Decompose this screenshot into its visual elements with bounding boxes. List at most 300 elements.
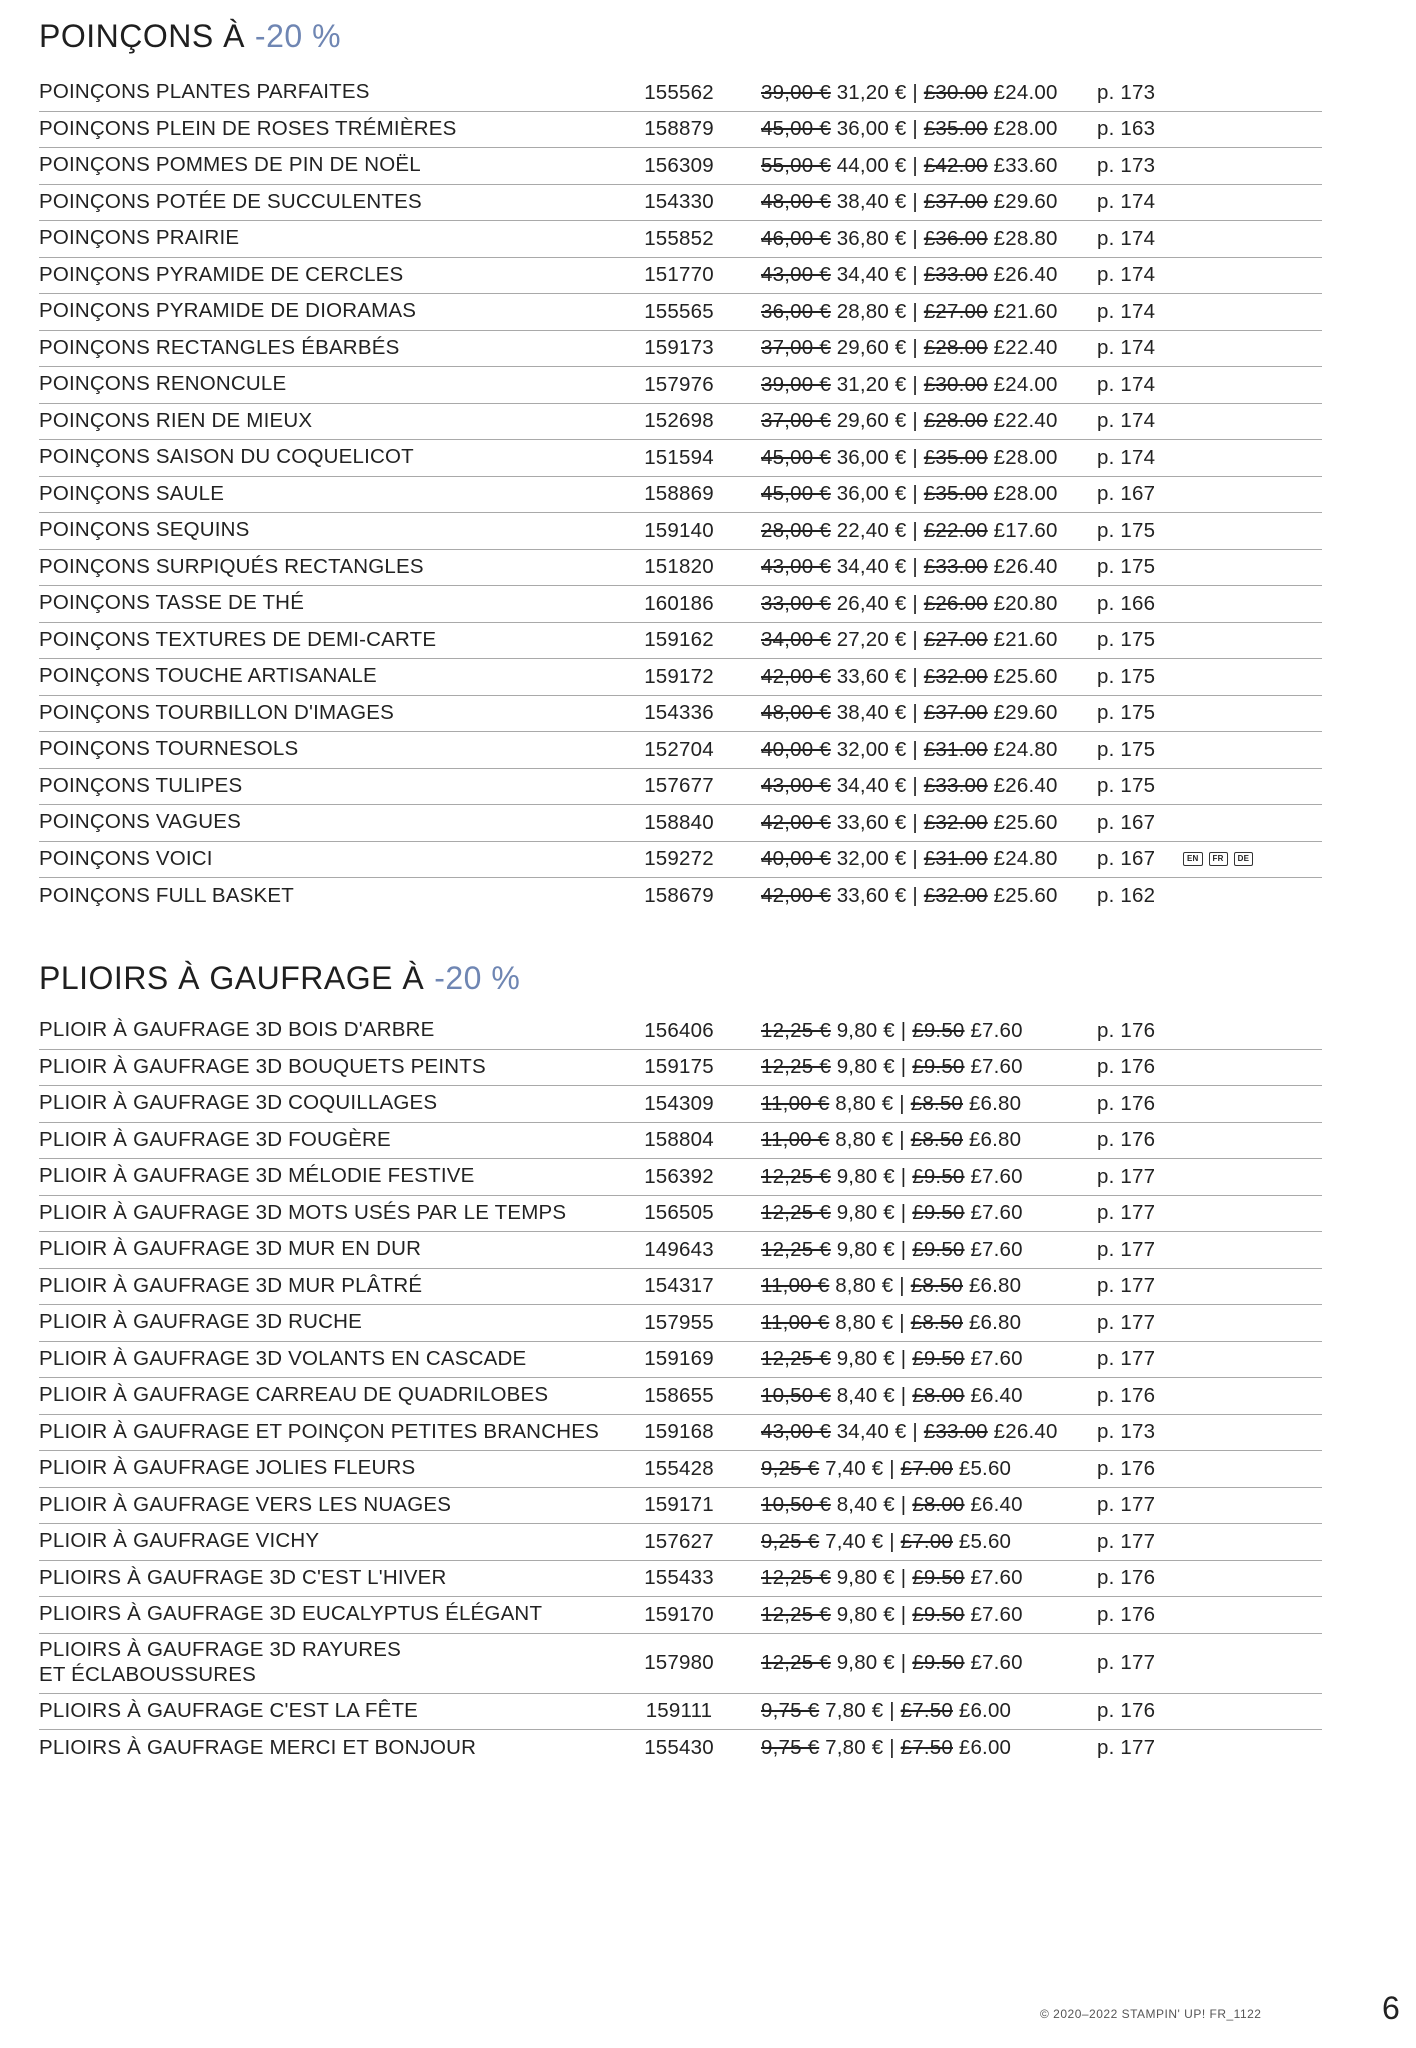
old-price-gbp: £35.00 — [923, 445, 988, 469]
product-code: 157955 — [644, 1310, 714, 1334]
table-row — [39, 112, 1322, 149]
price-cell: 45,00 € 36,00 € | £35.00 £28.00 — [761, 482, 1058, 506]
new-price-gbp: £7.60 — [970, 1566, 1023, 1590]
new-price-eur: 31,20 € — [836, 80, 907, 104]
old-price-gbp: £28.00 — [923, 336, 988, 360]
old-price-eur: 11,00 € — [761, 1310, 830, 1334]
old-price-eur: 43,00 € — [761, 263, 831, 287]
old-price-eur: 42,00 € — [761, 884, 831, 908]
old-price-gbp: £8.50 — [910, 1310, 964, 1334]
price-cell: 42,00 € 33,60 € | £32.00 £25.60 — [761, 664, 1058, 688]
old-price-gbp: £33.00 — [923, 555, 988, 579]
new-price-gbp: £28.00 — [993, 445, 1058, 469]
new-price-eur: 9,80 € — [836, 1201, 895, 1225]
catalog-page-ref: p. 176 — [1097, 1383, 1156, 1407]
table-row — [39, 440, 1322, 477]
table-row — [39, 1561, 1322, 1598]
product-name: POINÇONS TOURNESOLS — [39, 737, 299, 761]
product-name: POINÇONS PLANTES PARFAITES — [39, 80, 370, 104]
new-price-eur: 36,00 € — [836, 482, 907, 506]
product-name: POINÇONS RENONCULE — [39, 372, 287, 396]
new-price-gbp: £21.60 — [993, 299, 1058, 323]
old-price-eur: 55,00 € — [761, 153, 831, 177]
old-price-eur: 45,00 € — [761, 117, 831, 141]
product-code: 159171 — [644, 1493, 714, 1517]
discount-label: -20 % — [254, 18, 342, 54]
table-row — [39, 404, 1322, 441]
old-price-eur: 40,00 € — [761, 847, 831, 871]
table-row — [39, 1232, 1322, 1269]
product-name: PLIOIRS À GAUFRAGE MERCI ET BONJOUR — [39, 1735, 477, 1759]
product-name: PLIOIRS À GAUFRAGE 3D RAYURES ET ÉCLABOUSSURES — [39, 1638, 401, 1686]
old-price-eur: 39,00 € — [761, 372, 831, 396]
catalog-page-ref: p. 174 — [1097, 190, 1156, 214]
catalog-page-ref: p. 176 — [1097, 1128, 1156, 1152]
catalog-page-ref: p. 174 — [1097, 299, 1156, 323]
old-price-eur: 42,00 € — [761, 810, 831, 834]
catalog-page-ref: p. 167 — [1097, 847, 1156, 871]
new-price-gbp: £21.60 — [993, 628, 1058, 652]
table-row — [39, 623, 1322, 660]
price-cell: 40,00 € 32,00 € | £31.00 £24.80 — [761, 847, 1058, 871]
old-price-eur: 12,25 € — [761, 1237, 831, 1261]
catalog-page-ref: p. 175 — [1097, 664, 1156, 688]
product-code: 152704 — [644, 737, 714, 761]
new-price-eur: 28,80 € — [836, 299, 907, 323]
product-name: POINÇONS TASSE DE THÉ — [39, 591, 305, 615]
product-code: 157976 — [644, 372, 714, 396]
new-price-eur: 9,80 € — [836, 1566, 895, 1590]
price-cell: 39,00 € 31,20 € | £30.00 £24.00 — [761, 372, 1058, 396]
catalog-page-ref: p. 162 — [1097, 884, 1156, 908]
catalog-page-ref: p. 174 — [1097, 445, 1156, 469]
table-row — [39, 1050, 1322, 1087]
table-row — [39, 185, 1322, 222]
old-price-gbp: £31.00 — [923, 847, 988, 871]
price-cell: 46,00 € 36,80 € | £36.00 £28.80 — [761, 226, 1058, 250]
price-cell: 11,00 € 8,80 € | £8.50 £6.80 — [761, 1091, 1022, 1115]
product-name: POINÇONS POMMES DE PIN DE NOËL — [39, 153, 421, 177]
price-cell: 45,00 € 36,00 € | £35.00 £28.00 — [761, 445, 1058, 469]
product-table-plioirs — [39, 1013, 1322, 1767]
price-cell: 12,25 € 9,80 € | £9.50 £7.60 — [761, 1602, 1023, 1626]
table-row — [39, 586, 1322, 623]
product-name: PLIOIRS À GAUFRAGE C'EST LA FÊTE — [39, 1698, 419, 1722]
old-price-eur: 42,00 € — [761, 664, 831, 688]
new-price-eur: 8,80 € — [835, 1310, 894, 1334]
old-price-eur: 28,00 € — [761, 518, 831, 542]
new-price-eur: 33,60 € — [836, 884, 907, 908]
table-row — [39, 769, 1322, 806]
new-price-gbp: £24.00 — [993, 80, 1058, 104]
new-price-gbp: £26.40 — [993, 774, 1058, 798]
old-price-eur: 9,25 € — [761, 1456, 820, 1480]
old-price-gbp: £9.50 — [912, 1566, 965, 1590]
new-price-gbp: £7.60 — [970, 1237, 1023, 1261]
old-price-eur: 37,00 € — [761, 409, 831, 433]
new-price-eur: 7,80 € — [825, 1699, 884, 1723]
catalog-page-ref: p. 175 — [1097, 518, 1156, 542]
old-price-eur: 9,75 € — [761, 1736, 820, 1760]
old-price-gbp: £37.00 — [923, 190, 988, 214]
product-code: 157627 — [644, 1529, 714, 1553]
old-price-gbp: £8.00 — [912, 1493, 965, 1517]
price-cell: 45,00 € 36,00 € | £35.00 £28.00 — [761, 117, 1058, 141]
catalog-page-ref: p. 176 — [1097, 1456, 1156, 1480]
product-name: POINÇONS PLEIN DE ROSES TRÉMIÈRES — [39, 116, 457, 140]
catalog-page-ref: p. 177 — [1097, 1201, 1156, 1225]
table-row — [39, 1488, 1322, 1525]
product-name: POINÇONS TULIPES — [39, 773, 243, 797]
product-code: 154336 — [644, 701, 714, 725]
old-price-eur: 12,25 € — [761, 1651, 831, 1674]
new-price-eur: 34,40 € — [836, 774, 907, 798]
catalog-page-ref: p. 174 — [1097, 372, 1156, 396]
product-name: PLIOIR À GAUFRAGE VERS LES NUAGES — [39, 1492, 452, 1516]
new-price-eur: 34,40 € — [836, 555, 907, 579]
product-name: POINÇONS SEQUINS — [39, 518, 250, 542]
product-name: POINÇONS VOICI — [39, 846, 213, 870]
product-code: 159170 — [644, 1602, 714, 1626]
new-price-gbp: £26.40 — [993, 555, 1058, 579]
product-name: POINÇONS SURPIQUÉS RECTANGLES — [39, 554, 424, 578]
old-price-eur: 45,00 € — [761, 482, 831, 506]
price-cell: 12,25 € 9,80 € | £9.50 £7.60 — [761, 1201, 1023, 1225]
product-name: PLIOIR À GAUFRAGE 3D BOUQUETS PEINTS — [39, 1054, 486, 1078]
new-price-eur: 9,80 € — [836, 1347, 895, 1371]
old-price-gbp: £8.50 — [910, 1274, 964, 1298]
price-cell: 12,25 € 9,80 € | £9.50 £7.60 — [761, 1651, 1023, 1674]
new-price-eur: 9,80 € — [836, 1651, 895, 1674]
table-row — [39, 258, 1322, 295]
new-price-eur: 38,40 € — [836, 701, 907, 725]
product-code: 155852 — [644, 226, 714, 250]
new-price-eur: 8,40 € — [836, 1383, 895, 1407]
old-price-eur: 36,00 € — [761, 299, 831, 323]
old-price-gbp: £22.00 — [923, 518, 988, 542]
new-price-eur: 29,60 € — [836, 409, 907, 433]
new-price-gbp: £17.60 — [993, 518, 1058, 542]
old-price-gbp: £27.00 — [923, 628, 988, 652]
price-cell: 37,00 € 29,60 € | £28.00 £22.40 — [761, 336, 1058, 360]
old-price-gbp: £8.50 — [910, 1091, 964, 1115]
new-price-eur: 8,40 € — [836, 1493, 895, 1517]
product-name: POINÇONS RECTANGLES ÉBARBÉS — [39, 335, 400, 359]
new-price-gbp: £25.60 — [993, 664, 1058, 688]
product-name: POINÇONS PYRAMIDE DE DIORAMAS — [39, 299, 417, 323]
old-price-gbp: £9.50 — [912, 1055, 965, 1079]
table-row — [39, 1378, 1322, 1415]
old-price-gbp: £9.50 — [912, 1201, 965, 1225]
product-name: PLIOIRS À GAUFRAGE 3D EUCALYPTUS ÉLÉGANT — [39, 1602, 543, 1626]
table-row — [39, 842, 1322, 879]
new-price-eur: 7,40 € — [825, 1529, 884, 1553]
table-row — [39, 1730, 1322, 1767]
product-code: 158879 — [644, 117, 714, 141]
new-price-eur: 32,00 € — [836, 847, 907, 871]
catalog-page-ref: p. 175 — [1097, 774, 1156, 798]
discount-label: -20 % — [434, 960, 521, 996]
product-code: 151770 — [644, 263, 714, 287]
new-price-gbp: £7.60 — [970, 1055, 1023, 1079]
product-code: 160186 — [644, 591, 714, 615]
table-row — [39, 696, 1322, 733]
product-code: 152698 — [644, 409, 714, 433]
table-row — [39, 1415, 1322, 1452]
new-price-eur: 9,80 € — [836, 1237, 895, 1261]
price-cell: 12,25 € 9,80 € | £9.50 £7.60 — [761, 1164, 1023, 1188]
product-name: PLIOIR À GAUFRAGE 3D FOUGÈRE — [39, 1127, 391, 1151]
language-flags — [1183, 852, 1253, 866]
price-cell: 28,00 € 22,40 € | £22.00 £17.60 — [761, 518, 1058, 542]
new-price-eur: 38,40 € — [836, 190, 907, 214]
catalog-page-ref: p. 177 — [1097, 1529, 1156, 1553]
price-cell: 11,00 € 8,80 € | £8.50 £6.80 — [761, 1274, 1022, 1298]
new-price-gbp: £26.40 — [993, 1420, 1058, 1444]
price-cell: 43,00 € 34,40 € | £33.00 £26.40 — [761, 555, 1058, 579]
product-code: 156406 — [644, 1018, 714, 1042]
catalog-page-ref: p. 167 — [1097, 482, 1156, 506]
new-price-eur: 34,40 € — [836, 263, 907, 287]
new-price-gbp: £7.60 — [970, 1347, 1023, 1371]
product-code: 158679 — [644, 884, 714, 908]
new-price-eur: 36,80 € — [836, 226, 907, 250]
price-cell: 9,75 € 7,80 € | £7.50 £6.00 — [761, 1736, 1012, 1760]
table-row — [39, 805, 1322, 842]
old-price-eur: 9,75 € — [761, 1699, 820, 1723]
section-title-poincons — [39, 18, 341, 55]
new-price-eur: 36,00 € — [836, 445, 907, 469]
product-name: PLIOIR À GAUFRAGE VICHY — [39, 1529, 320, 1553]
table-row — [39, 1013, 1322, 1050]
product-name: PLIOIR À GAUFRAGE CARREAU DE QUADRILOBES — [39, 1383, 549, 1407]
new-price-eur: 8,80 € — [835, 1274, 894, 1298]
table-row — [39, 1159, 1322, 1196]
new-price-eur: 29,60 € — [836, 336, 907, 360]
old-price-eur: 12,25 € — [761, 1164, 831, 1188]
copyright-footer: © 2020–2022 STAMPIN' UP! FR_1122 — [1040, 2007, 1262, 2021]
old-price-eur: 40,00 € — [761, 737, 831, 761]
table-row — [39, 1123, 1322, 1160]
table-row — [39, 294, 1322, 331]
old-price-gbp: £7.00 — [900, 1456, 953, 1480]
product-code: 158840 — [644, 810, 714, 834]
catalog-page-ref: p. 177 — [1097, 1310, 1156, 1334]
old-price-eur: 46,00 € — [761, 226, 831, 250]
old-price-eur: 33,00 € — [761, 591, 831, 615]
product-code: 159272 — [644, 847, 714, 871]
price-cell: 33,00 € 26,40 € | £26.00 £20.80 — [761, 591, 1058, 615]
catalog-page-ref: p. 175 — [1097, 628, 1156, 652]
price-cell: 9,75 € 7,80 € | £7.50 £6.00 — [761, 1699, 1012, 1723]
product-code: 151594 — [644, 445, 714, 469]
catalog-page-ref: p. 166 — [1097, 591, 1156, 615]
old-price-gbp: £35.00 — [923, 482, 988, 506]
new-price-eur: 9,80 € — [836, 1602, 895, 1626]
old-price-eur: 43,00 € — [761, 1420, 831, 1444]
old-price-gbp: £36.00 — [923, 226, 988, 250]
price-cell: 55,00 € 44,00 € | £42.00 £33.60 — [761, 153, 1058, 177]
old-price-gbp: £33.00 — [923, 263, 988, 287]
product-name: PLIOIR À GAUFRAGE ET POINÇON PETITES BRANCHES — [39, 1419, 599, 1443]
old-price-eur: 11,00 € — [761, 1091, 830, 1115]
price-cell: 9,25 € 7,40 € | £7.00 £5.60 — [761, 1529, 1012, 1553]
catalog-page-ref: p. 176 — [1097, 1602, 1156, 1626]
new-price-eur: 33,60 € — [836, 810, 907, 834]
new-price-gbp: £7.60 — [970, 1201, 1023, 1225]
old-price-eur: 48,00 € — [761, 190, 831, 214]
old-price-gbp: £9.50 — [912, 1347, 965, 1371]
product-name: POINÇONS TOURBILLON D'IMAGES — [39, 700, 395, 724]
price-cell: 10,50 € 8,40 € | £8.00 £6.40 — [761, 1493, 1023, 1517]
product-code: 159169 — [644, 1347, 714, 1371]
table-row — [39, 1086, 1322, 1123]
old-price-gbp: £42.00 — [923, 153, 988, 177]
new-price-gbp: £6.00 — [958, 1736, 1012, 1760]
old-price-eur: 12,25 € — [761, 1018, 831, 1042]
catalog-page-ref: p. 167 — [1097, 810, 1156, 834]
old-price-eur: 12,25 € — [761, 1201, 831, 1225]
catalog-page-ref: p. 176 — [1097, 1699, 1156, 1723]
table-row — [39, 367, 1322, 404]
product-name: PLIOIR À GAUFRAGE 3D MUR PLÂTRÉ — [39, 1273, 423, 1297]
table-row — [39, 659, 1322, 696]
product-code: 155562 — [644, 80, 714, 104]
product-code: 154309 — [644, 1091, 714, 1115]
product-code: 151820 — [644, 555, 714, 579]
price-cell: 36,00 € 28,80 € | £27.00 £21.60 — [761, 299, 1058, 323]
old-price-eur: 12,25 € — [761, 1602, 831, 1626]
price-cell: 43,00 € 34,40 € | £33.00 £26.40 — [761, 1420, 1058, 1444]
old-price-gbp: £26.00 — [923, 591, 988, 615]
new-price-eur: 8,80 € — [835, 1128, 894, 1152]
product-name: PLIOIR À GAUFRAGE 3D RUCHE — [39, 1310, 363, 1334]
table-row — [39, 75, 1322, 112]
product-name: POINÇONS SAISON DU COQUELICOT — [39, 445, 414, 469]
product-code: 159111 — [645, 1699, 713, 1723]
product-name: POINÇONS TEXTURES DE DEMI-CARTE — [39, 627, 437, 651]
new-price-eur: 8,80 € — [835, 1091, 894, 1115]
new-price-gbp: £28.00 — [993, 482, 1058, 506]
new-price-eur: 7,40 € — [825, 1456, 884, 1480]
language-badge: FR — [1209, 852, 1228, 866]
old-price-gbp: £27.00 — [923, 299, 988, 323]
new-price-eur: 36,00 € — [836, 117, 907, 141]
product-name: POINÇONS SAULE — [39, 481, 225, 505]
table-row — [39, 732, 1322, 769]
catalog-page-ref: p. 175 — [1097, 555, 1156, 579]
table-row — [39, 1524, 1322, 1561]
catalog-page-ref: p. 175 — [1097, 737, 1156, 761]
old-price-gbp: £30.00 — [923, 372, 988, 396]
product-name: POINÇONS PRAIRIE — [39, 226, 240, 250]
old-price-gbp: £7.50 — [900, 1699, 953, 1723]
old-price-eur: 37,00 € — [761, 336, 831, 360]
product-code: 155433 — [644, 1566, 714, 1590]
old-price-gbp: £33.00 — [923, 1420, 988, 1444]
product-code: 149643 — [644, 1237, 714, 1261]
catalog-page-ref: p. 177 — [1097, 1274, 1156, 1298]
new-price-gbp: £22.40 — [993, 409, 1058, 433]
catalog-page-ref: p. 174 — [1097, 336, 1156, 360]
table-row — [39, 1634, 1322, 1694]
new-price-gbp: £5.60 — [958, 1529, 1012, 1553]
new-price-gbp: £7.60 — [970, 1164, 1023, 1188]
product-code: 156392 — [644, 1164, 714, 1188]
catalog-page-ref: p. 174 — [1097, 263, 1156, 287]
product-code: 159172 — [644, 664, 714, 688]
new-price-gbp: £6.40 — [970, 1493, 1023, 1517]
product-code: 155430 — [644, 1736, 714, 1760]
old-price-eur: 10,50 € — [761, 1383, 831, 1407]
old-price-gbp: £32.00 — [923, 664, 988, 688]
table-row — [39, 1694, 1322, 1731]
table-row — [39, 148, 1322, 185]
product-code: 157980 — [644, 1651, 714, 1674]
catalog-page-ref: p. 176 — [1097, 1055, 1156, 1079]
table-row — [39, 513, 1322, 550]
new-price-eur: 27,20 € — [836, 628, 907, 652]
product-name: POINÇONS POTÉE DE SUCCULENTES — [39, 189, 422, 213]
new-price-gbp: £26.40 — [993, 263, 1058, 287]
catalog-page-ref: p. 177 — [1097, 1237, 1156, 1261]
product-table-poincons — [39, 75, 1322, 915]
old-price-eur: 9,25 € — [761, 1529, 820, 1553]
new-price-eur: 33,60 € — [836, 664, 907, 688]
catalog-page-ref: p. 177 — [1097, 1493, 1156, 1517]
price-cell: 10,50 € 8,40 € | £8.00 £6.40 — [761, 1383, 1023, 1407]
new-price-eur: 22,40 € — [836, 518, 907, 542]
old-price-gbp: £33.00 — [923, 774, 988, 798]
page-number: 6 — [1382, 1990, 1400, 2026]
table-row — [39, 1305, 1322, 1342]
new-price-gbp: £24.80 — [993, 737, 1058, 761]
old-price-eur: 11,00 € — [761, 1274, 830, 1298]
new-price-eur: 44,00 € — [836, 153, 907, 177]
new-price-gbp: £33.60 — [993, 153, 1058, 177]
old-price-eur: 34,00 € — [761, 628, 831, 652]
old-price-eur: 10,50 € — [761, 1493, 831, 1517]
old-price-gbp: £31.00 — [923, 737, 988, 761]
new-price-gbp: £28.00 — [993, 117, 1058, 141]
old-price-gbp: £28.00 — [923, 409, 988, 433]
catalog-page-ref: p. 174 — [1097, 226, 1156, 250]
price-cell: 43,00 € 34,40 € | £33.00 £26.40 — [761, 263, 1058, 287]
product-name: PLIOIR À GAUFRAGE 3D MÉLODIE FESTIVE — [39, 1164, 475, 1188]
old-price-gbp: £9.50 — [912, 1018, 965, 1042]
product-name: POINÇONS FULL BASKET — [39, 883, 294, 907]
new-price-gbp: £6.80 — [968, 1310, 1022, 1334]
price-cell: 12,25 € 9,80 € | £9.50 £7.60 — [761, 1237, 1023, 1261]
old-price-gbp: £30.00 — [923, 80, 988, 104]
language-badge: EN — [1183, 852, 1203, 866]
new-price-gbp: £7.60 — [970, 1651, 1023, 1674]
price-cell: 42,00 € 33,60 € | £32.00 £25.60 — [761, 884, 1058, 908]
new-price-gbp: £6.80 — [968, 1091, 1022, 1115]
product-code: 154330 — [644, 190, 714, 214]
new-price-gbp: £25.60 — [993, 884, 1058, 908]
product-code: 159168 — [644, 1420, 714, 1444]
section-title-plioirs — [39, 960, 520, 997]
table-row — [39, 1451, 1322, 1488]
product-code: 155565 — [644, 299, 714, 323]
price-cell: 39,00 € 31,20 € | £30.00 £24.00 — [761, 80, 1058, 104]
new-price-gbp: £29.60 — [993, 701, 1058, 725]
old-price-eur: 43,00 € — [761, 555, 831, 579]
new-price-gbp: £28.80 — [993, 226, 1058, 250]
table-row — [39, 1269, 1322, 1306]
new-price-gbp: £6.00 — [958, 1699, 1012, 1723]
